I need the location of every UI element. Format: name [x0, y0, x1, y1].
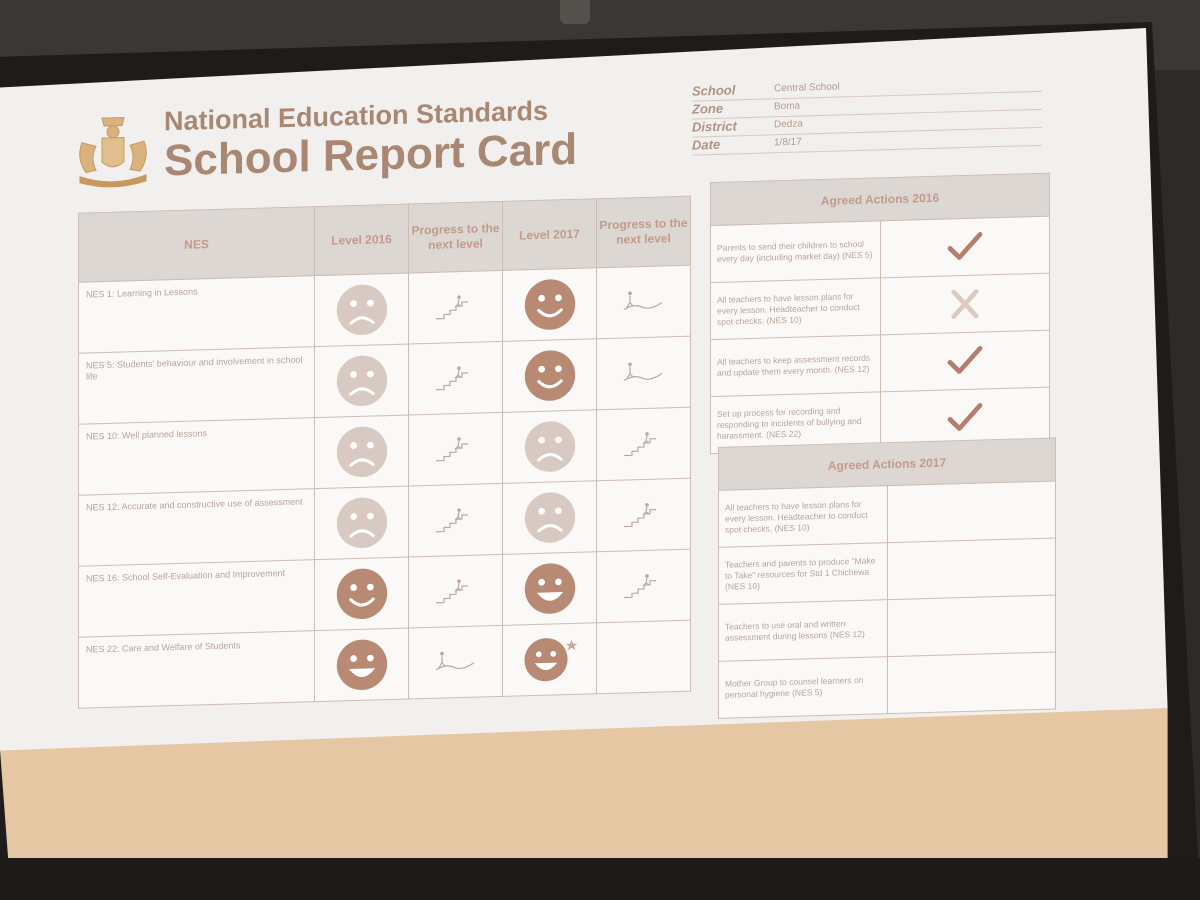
happy-face-icon	[522, 347, 578, 405]
nes-table	[78, 196, 691, 709]
nes-label: NES 12: Accurate and constructive use of assessment	[86, 496, 303, 513]
info-value: Central School	[774, 81, 840, 95]
level-2017-cell	[503, 623, 597, 697]
col-header-level-2017: Level 2017	[503, 199, 597, 271]
action-mark-cell	[887, 652, 1056, 714]
col-header-progress-2016: Progress to the next level	[409, 201, 503, 273]
level-2016-cell	[315, 557, 409, 631]
progress-2016-cell	[409, 341, 503, 415]
very-happy-face-icon	[334, 636, 390, 694]
action-mark-cell	[880, 330, 1050, 392]
level-2016-cell	[315, 628, 409, 702]
level-2017-cell	[503, 268, 597, 342]
report-title-line2: School Report Card	[164, 124, 578, 186]
happy-face-icon	[334, 565, 390, 623]
nes-label: NES 16: School Self-Evaluation and Improvement	[86, 567, 286, 584]
stairs-climb-icon	[622, 501, 666, 528]
nes-label-cell	[79, 489, 315, 567]
progress-2017-cell	[597, 478, 691, 552]
info-value: Boma	[774, 100, 801, 113]
action-mark-cell	[880, 216, 1050, 278]
sad-face-icon	[522, 489, 578, 547]
agreed-actions-2017	[718, 437, 1056, 718]
coat-of-arms-icon	[72, 111, 154, 189]
action-row	[711, 330, 1050, 396]
action-text: Teachers to use oral and written assessment during lessons (NES 12)	[719, 600, 888, 662]
action-row	[719, 481, 1056, 547]
stairs-climb-icon	[434, 578, 478, 605]
action-mark-cell	[887, 595, 1056, 657]
stairs-climb-icon	[622, 430, 666, 457]
slide-content	[70, 67, 1070, 735]
level-2017-cell	[503, 481, 597, 555]
flat-walk-icon	[622, 288, 666, 315]
action-mark-cell	[887, 538, 1056, 600]
nes-label-cell	[79, 276, 315, 354]
check-mark-icon	[946, 344, 984, 377]
progress-2017-cell	[597, 336, 691, 410]
report-title-line1: National Education Standards	[164, 95, 549, 137]
action-text: Teachers and parents to produce "Make to Take" resources for Std 1 Chichewa (NES 10)	[719, 543, 888, 605]
progress-2017-cell	[597, 407, 691, 481]
nes-label-cell	[79, 560, 315, 638]
progress-2017-cell	[597, 620, 691, 694]
happy-face-icon	[522, 276, 578, 334]
stairs-climb-icon	[434, 436, 478, 463]
floor-shadow	[0, 858, 1200, 900]
action-row	[711, 216, 1050, 282]
info-value: 1/8/17	[774, 136, 802, 149]
stairs-climb-icon	[434, 507, 478, 534]
nes-label-cell	[79, 418, 315, 496]
nes-label-cell	[79, 631, 315, 709]
action-mark-cell	[880, 273, 1050, 335]
action-text: Mother Group to counsel learners on personal hygiene (NES 5)	[719, 657, 888, 719]
stairs-climb-icon	[434, 294, 478, 321]
agreed-actions-2016	[710, 173, 1050, 454]
level-2016-cell	[315, 486, 409, 560]
level-2016-cell	[315, 415, 409, 489]
action-text: Set up process for recording and responding to incidents of bullying and harassment. (NES 22)	[711, 392, 881, 454]
action-text: All teachers to have lesson plans for every lesson. Headteacher to conduct spot checks. (NES 10)	[719, 486, 888, 548]
nes-label: NES 5: Students' behaviour and involvement in school life	[86, 354, 303, 382]
nes-label-cell	[79, 347, 315, 425]
stairs-climb-icon	[622, 572, 666, 599]
info-value: Dedza	[774, 118, 803, 131]
progress-2016-cell	[409, 412, 503, 486]
action-row	[719, 595, 1056, 661]
sad-face-icon	[334, 352, 390, 410]
progress-2016-cell	[409, 270, 503, 344]
col-header-progress-2017: Progress to the next level	[597, 196, 691, 268]
nes-label: NES 22: Care and Welfare of Students	[86, 640, 241, 655]
sad-face-icon	[334, 423, 390, 481]
action-text: All teachers to keep assessment records and update them every month. (NES 12)	[711, 335, 881, 397]
progress-2017-cell	[597, 265, 691, 339]
actions-2016-title: Agreed Actions 2016	[711, 173, 1050, 225]
col-header-level-2016: Level 2016	[315, 204, 409, 276]
progress-2016-cell	[409, 625, 503, 699]
sad-face-icon	[522, 418, 578, 476]
school-info	[692, 74, 1042, 156]
info-label: District	[692, 118, 737, 135]
check-mark-icon	[946, 401, 984, 434]
very-happy-face-icon	[522, 560, 578, 618]
level-2016-cell	[315, 273, 409, 347]
nes-label: NES 1: Learning in Lessons	[86, 286, 198, 300]
action-text: All teachers to have lesson plans for every lesson. Headteacher to conduct spot checks. (NES 10)	[711, 278, 881, 340]
level-2016-cell	[315, 344, 409, 418]
info-label: Zone	[692, 100, 724, 117]
info-label: Date	[692, 136, 721, 153]
progress-2016-cell	[409, 483, 503, 557]
action-text: Parents to send their children to school every day (including market day) (NES 5)	[711, 221, 881, 283]
sad-face-icon	[334, 281, 390, 339]
col-header-nes: NES	[79, 207, 315, 283]
very-happy-star-face-icon	[522, 631, 578, 689]
level-2017-cell	[503, 339, 597, 413]
check-mark-icon	[946, 230, 984, 263]
level-2017-cell	[503, 552, 597, 626]
info-label: School	[692, 82, 736, 99]
progress-2017-cell	[597, 549, 691, 623]
nes-label: NES 10: Well planned lessons	[86, 428, 207, 442]
projector-mount	[560, 0, 590, 24]
action-row	[719, 652, 1056, 718]
stairs-climb-icon	[434, 365, 478, 392]
sad-face-icon	[334, 494, 390, 552]
level-2017-cell	[503, 410, 597, 484]
action-row	[719, 538, 1056, 604]
cross-mark-icon	[946, 287, 984, 320]
progress-2016-cell	[409, 554, 503, 628]
flat-walk-icon	[622, 359, 666, 386]
actions-2017-title: Agreed Actions 2017	[719, 438, 1056, 490]
flat-walk-icon	[434, 649, 478, 676]
action-mark-cell	[887, 481, 1056, 543]
action-row	[711, 273, 1050, 339]
